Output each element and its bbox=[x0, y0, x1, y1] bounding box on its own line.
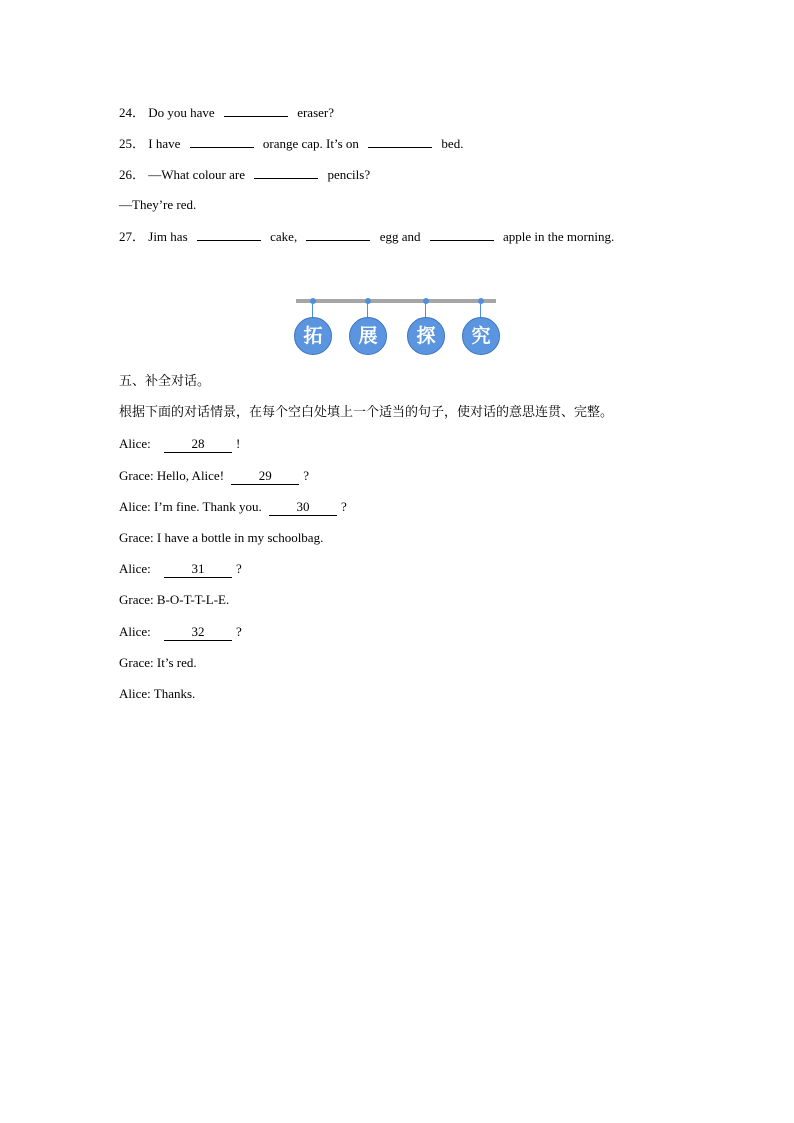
speaker: Alice: bbox=[119, 686, 151, 701]
question-26-reply bbox=[119, 197, 196, 213]
section-heading: 五、补全对话。 bbox=[119, 374, 211, 389]
question-text: —What colour are bbox=[148, 167, 245, 182]
question-text: I have bbox=[148, 136, 181, 151]
question-27 bbox=[119, 228, 614, 245]
question-text: bed. bbox=[441, 136, 464, 151]
reply-text: —They’re red. bbox=[119, 197, 197, 212]
section-instruction: 根据下面的对话情景，在每个空白处填上一个适当的句子，使对话的意思连贯、完整。 bbox=[119, 405, 614, 420]
answer-blank[interactable]: 29 bbox=[231, 468, 299, 485]
question-text: Do you have bbox=[148, 105, 215, 120]
question-26 bbox=[119, 166, 370, 183]
speaker: Alice: bbox=[119, 624, 151, 639]
banner-bar bbox=[296, 299, 496, 303]
speaker: Alice: bbox=[119, 436, 151, 451]
line-text: I have a bottle in my schoolbag. bbox=[156, 530, 324, 545]
question-24 bbox=[119, 104, 334, 121]
line-end: ? bbox=[236, 624, 242, 639]
answer-blank[interactable] bbox=[190, 135, 254, 148]
line-end: ? bbox=[340, 499, 347, 514]
dialogue-line bbox=[119, 561, 242, 578]
line-end: ? bbox=[303, 468, 310, 483]
speaker: Alice: bbox=[119, 561, 151, 576]
line-end: ? bbox=[236, 561, 242, 576]
speaker: Alice: bbox=[119, 499, 151, 514]
question-text: eraser? bbox=[297, 105, 335, 120]
answer-blank[interactable] bbox=[306, 228, 370, 241]
question-text: egg and bbox=[379, 229, 421, 244]
speaker: Grace: bbox=[119, 530, 154, 545]
banner-char: 探 bbox=[407, 317, 445, 355]
answer-blank[interactable] bbox=[368, 135, 432, 148]
speaker: Grace: bbox=[119, 592, 154, 607]
question-text: orange cap. It’s on bbox=[262, 136, 359, 151]
dialogue-line bbox=[119, 530, 323, 546]
dialogue-line bbox=[119, 468, 309, 485]
dialogue-line bbox=[119, 436, 240, 453]
answer-blank[interactable] bbox=[254, 166, 318, 179]
line-text: B-O-T-T-L-E. bbox=[156, 592, 230, 607]
dialogue-line bbox=[119, 686, 195, 702]
answer-blank[interactable] bbox=[224, 104, 288, 117]
question-text: apple in the morning. bbox=[503, 229, 615, 244]
banner-char: 究 bbox=[462, 317, 500, 355]
explore-banner bbox=[294, 296, 500, 356]
line-text: I’m fine. Thank you. bbox=[154, 499, 262, 514]
answer-blank[interactable]: 28 bbox=[164, 436, 232, 453]
dialogue-line bbox=[119, 655, 197, 671]
dialogue-line bbox=[119, 499, 347, 516]
dialogue-line bbox=[119, 592, 229, 608]
question-25 bbox=[119, 135, 463, 152]
banner-dot bbox=[310, 298, 316, 304]
banner-dot bbox=[423, 298, 429, 304]
line-text: Hello, Alice! bbox=[156, 468, 225, 483]
answer-blank[interactable]: 32 bbox=[164, 624, 232, 641]
answer-blank[interactable] bbox=[197, 228, 261, 241]
question-text: Jim has bbox=[148, 229, 188, 244]
question-number: 24． bbox=[119, 105, 146, 120]
line-text: It’s red. bbox=[156, 655, 197, 670]
answer-blank[interactable]: 30 bbox=[269, 499, 337, 516]
question-number: 26． bbox=[119, 167, 146, 182]
banner-char: 展 bbox=[349, 317, 387, 355]
speaker: Grace: bbox=[119, 655, 154, 670]
answer-blank[interactable] bbox=[430, 228, 494, 241]
line-end: ! bbox=[236, 436, 241, 451]
banner-dot bbox=[478, 298, 484, 304]
speaker: Grace: bbox=[119, 468, 154, 483]
question-text: cake, bbox=[270, 229, 298, 244]
question-number: 25． bbox=[119, 136, 146, 151]
banner-dot bbox=[365, 298, 371, 304]
question-text: pencils? bbox=[327, 167, 371, 182]
question-number: 27． bbox=[119, 229, 146, 244]
answer-blank[interactable]: 31 bbox=[164, 561, 232, 578]
line-text: Thanks. bbox=[153, 686, 196, 701]
dialogue-line bbox=[119, 624, 242, 641]
banner-char: 拓 bbox=[294, 317, 332, 355]
